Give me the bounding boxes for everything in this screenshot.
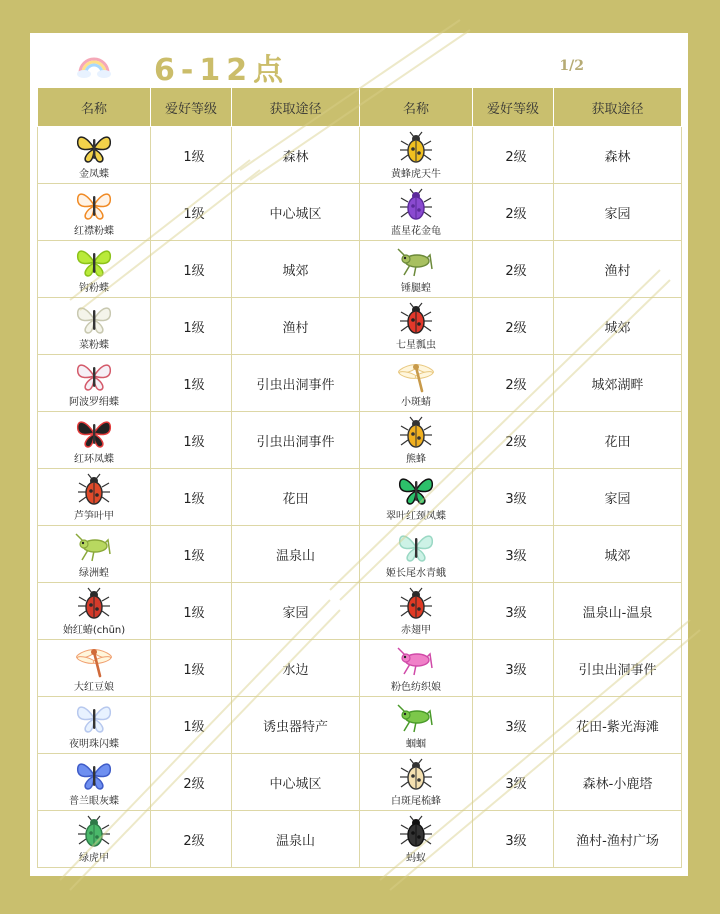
table-row — [38, 298, 682, 355]
insect-name: 翠叶红颈凤蝶 — [386, 511, 446, 522]
acquisition-source: 森林 — [232, 127, 360, 184]
affinity-level: 1级 — [151, 355, 232, 412]
affinity-level: 1级 — [151, 241, 232, 298]
affinity-level: 1级 — [151, 526, 232, 583]
affinity-level: 1级 — [151, 469, 232, 526]
orange-tip-butterfly-icon — [74, 188, 114, 222]
insect-name: 红环凤蝶 — [74, 454, 114, 465]
acquisition-source: 渔村-渔村广场 — [554, 811, 682, 868]
column-header-level: 爱好等级 — [473, 88, 554, 127]
table-row — [38, 469, 682, 526]
acquisition-source: 城郊 — [554, 298, 682, 355]
insect-name: 粉色纺织娘 — [391, 682, 441, 693]
ant-icon — [396, 815, 436, 849]
insect-name: 始红蝽(chūn) — [62, 625, 126, 636]
acquisition-source: 中心城区 — [232, 184, 360, 241]
dragonfly-icon — [396, 359, 436, 393]
affinity-level: 1级 — [151, 412, 232, 469]
ladybug-icon — [396, 302, 436, 336]
acquisition-source: 森林 — [554, 127, 682, 184]
insect-name: 蚂蚁 — [406, 853, 426, 864]
luna-moth-icon — [396, 530, 436, 564]
acquisition-source: 城郊 — [554, 526, 682, 583]
table-row — [38, 184, 682, 241]
page-header — [30, 33, 688, 87]
acquisition-source: 水边 — [232, 640, 360, 697]
asparagus-beetle-icon — [74, 473, 114, 507]
table-row — [38, 127, 682, 184]
insect-table — [37, 87, 682, 868]
acquisition-source: 温泉山 — [232, 526, 360, 583]
insect-name: 芦笋叶甲 — [74, 511, 114, 522]
insect-name: 绿虎甲 — [79, 853, 109, 864]
insect-name: 绿洲蝗 — [79, 568, 109, 579]
insect-name: 蓝星花金龟 — [391, 226, 441, 237]
insect-name: 夜明珠闪蝶 — [69, 739, 119, 750]
insect-name: 熊蜂 — [406, 454, 426, 465]
tiger-beetle-icon — [74, 815, 114, 849]
blue-butterfly-icon — [74, 758, 114, 792]
table-row — [38, 526, 682, 583]
page-title: 6-12点 — [154, 53, 290, 88]
column-header-name: 名称 — [38, 88, 151, 127]
acquisition-source: 花田 — [554, 412, 682, 469]
table-row — [38, 241, 682, 298]
acquisition-source: 温泉山-温泉 — [554, 583, 682, 640]
insect-name: 七星瓢虫 — [396, 340, 436, 351]
insect-name-cell — [38, 298, 151, 355]
page-card — [30, 33, 688, 876]
table-row — [38, 583, 682, 640]
affinity-level: 2级 — [473, 184, 554, 241]
insect-name: 红襟粉蝶 — [74, 226, 114, 237]
table-row — [38, 754, 682, 811]
insect-name-cell — [38, 469, 151, 526]
affinity-level: 3级 — [473, 583, 554, 640]
insect-name-cell — [360, 412, 473, 469]
insect-name-cell — [38, 526, 151, 583]
brimstone-butterfly-icon — [74, 245, 114, 279]
acquisition-source: 温泉山 — [232, 811, 360, 868]
insect-name-cell — [38, 583, 151, 640]
column-header-source: 获取途径 — [554, 88, 682, 127]
affinity-level: 3级 — [473, 640, 554, 697]
insect-name-cell — [38, 412, 151, 469]
pink-katydid-icon — [396, 644, 436, 678]
insect-name-cell — [360, 697, 473, 754]
cardinal-beetle-icon — [396, 587, 436, 621]
acquisition-source: 家园 — [232, 583, 360, 640]
table-row — [38, 355, 682, 412]
green-locust-icon — [74, 530, 114, 564]
affinity-level: 1级 — [151, 184, 232, 241]
affinity-level: 2级 — [151, 811, 232, 868]
insect-name: 黄蜂虎天牛 — [391, 169, 441, 180]
acquisition-source: 城郊 — [232, 241, 360, 298]
insect-name-cell — [360, 355, 473, 412]
affinity-level: 2级 — [473, 298, 554, 355]
rainbow-icon — [76, 53, 112, 79]
insect-name-cell — [38, 697, 151, 754]
table-row — [38, 697, 682, 754]
red-ring-butterfly-icon — [74, 416, 114, 450]
insect-name-cell — [360, 469, 473, 526]
affinity-level: 1级 — [151, 298, 232, 355]
insect-name: 白斑尾梳蜂 — [391, 796, 441, 807]
acquisition-source: 城郊湖畔 — [554, 355, 682, 412]
grasshopper-icon — [396, 245, 436, 279]
acquisition-source: 渔村 — [232, 298, 360, 355]
affinity-level: 2级 — [151, 754, 232, 811]
acquisition-source: 家园 — [554, 469, 682, 526]
insect-name-cell — [38, 127, 151, 184]
insect-name-cell — [360, 640, 473, 697]
acquisition-source: 引虫出洞事件 — [232, 412, 360, 469]
insect-name-cell — [360, 241, 473, 298]
affinity-level: 2级 — [473, 412, 554, 469]
acquisition-source: 渔村 — [554, 241, 682, 298]
katydid-icon — [396, 701, 436, 735]
insect-name: 阿波罗绢蝶 — [69, 397, 119, 408]
insect-name-cell — [38, 355, 151, 412]
insect-name: 菜粉蝶 — [79, 340, 109, 351]
column-header-level: 爱好等级 — [151, 88, 232, 127]
column-header-source: 获取途径 — [232, 88, 360, 127]
striped-bee-icon — [396, 758, 436, 792]
insect-name-cell — [38, 811, 151, 868]
birdwing-butterfly-icon — [396, 473, 436, 507]
affinity-level: 1级 — [151, 640, 232, 697]
insect-name: 普兰眼灰蝶 — [69, 796, 119, 807]
affinity-level: 2级 — [473, 241, 554, 298]
cabbage-white-icon — [74, 302, 114, 336]
bumblebee-icon — [396, 416, 436, 450]
insect-name: 钩粉蝶 — [79, 283, 109, 294]
acquisition-source: 花田-紫光海滩 — [554, 697, 682, 754]
insect-name: 赤翅甲 — [401, 625, 431, 636]
insect-name: 小斑蜻 — [401, 397, 431, 408]
column-header-name: 名称 — [360, 88, 473, 127]
affinity-level: 1级 — [151, 583, 232, 640]
affinity-level: 1级 — [151, 697, 232, 754]
insect-name-cell — [360, 811, 473, 868]
affinity-level: 3级 — [473, 469, 554, 526]
affinity-level: 2级 — [473, 127, 554, 184]
acquisition-source: 家园 — [554, 184, 682, 241]
insect-name-cell — [360, 754, 473, 811]
insect-name-cell — [38, 241, 151, 298]
affinity-level: 3级 — [473, 697, 554, 754]
insect-name-cell — [38, 754, 151, 811]
purple-chafer-icon — [396, 188, 436, 222]
wasp-beetle-icon — [396, 131, 436, 165]
acquisition-source: 中心城区 — [232, 754, 360, 811]
acquisition-source: 诱虫器特产 — [232, 697, 360, 754]
damselfly-icon — [74, 644, 114, 678]
insect-name: 蝈蝈 — [406, 739, 426, 750]
swallowtail-butterfly-icon — [74, 131, 114, 165]
insect-name: 锤腿蝗 — [401, 283, 431, 294]
table-header-row — [38, 88, 682, 127]
page-indicator: 1/2 — [559, 58, 584, 74]
acquisition-source: 森林-小鹿塔 — [554, 754, 682, 811]
insect-name-cell — [360, 184, 473, 241]
morpho-butterfly-icon — [74, 701, 114, 735]
affinity-level: 3级 — [473, 526, 554, 583]
acquisition-source: 引虫出洞事件 — [554, 640, 682, 697]
insect-name: 金凤蝶 — [79, 169, 109, 180]
table-row — [38, 412, 682, 469]
insect-name-cell — [360, 127, 473, 184]
acquisition-source: 引虫出洞事件 — [232, 355, 360, 412]
affinity-level: 3级 — [473, 811, 554, 868]
insect-name-cell — [360, 583, 473, 640]
firebug-icon — [74, 587, 114, 621]
affinity-level: 2级 — [473, 355, 554, 412]
insect-name: 姬长尾水青蛾 — [386, 568, 446, 579]
table-body — [38, 127, 682, 868]
insect-name: 大红豆娘 — [74, 682, 114, 693]
affinity-level: 3级 — [473, 754, 554, 811]
insect-name-cell — [38, 184, 151, 241]
table-row — [38, 640, 682, 697]
insect-name-cell — [360, 298, 473, 355]
insect-name-cell — [38, 640, 151, 697]
apollo-butterfly-icon — [74, 359, 114, 393]
insect-name-cell — [360, 526, 473, 583]
acquisition-source: 花田 — [232, 469, 360, 526]
table-row — [38, 811, 682, 868]
affinity-level: 1级 — [151, 127, 232, 184]
